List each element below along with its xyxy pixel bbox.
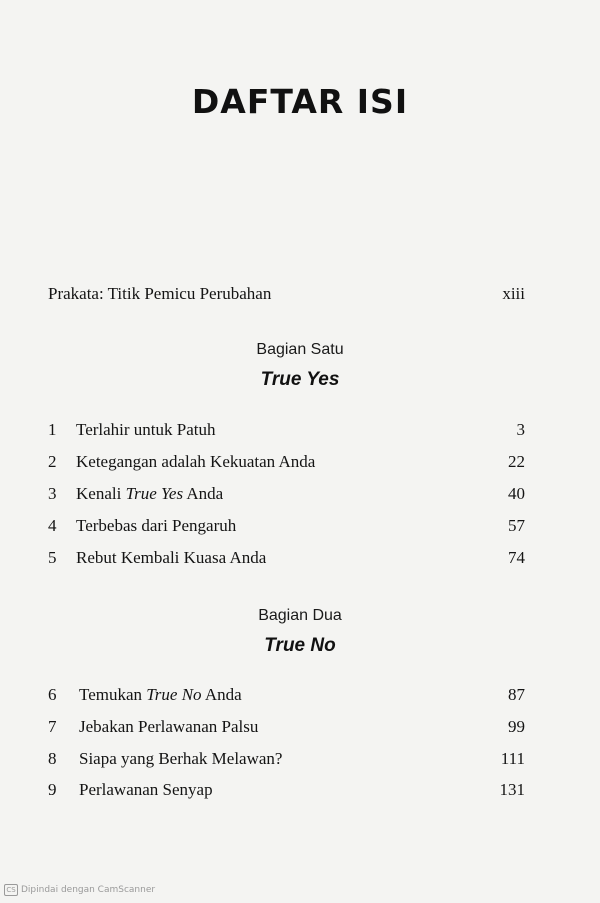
chapter-row-4	[0, 513, 600, 539]
chapter-page: 87	[508, 685, 525, 704]
chapter-number: 8	[48, 749, 57, 768]
chapter-title: Jebakan Perlawanan Palsu	[79, 717, 259, 736]
chapter-number: 9	[48, 780, 57, 799]
chapter-row-2	[0, 449, 600, 475]
chapter-title: Terlahir untuk Patuh	[76, 420, 216, 439]
chapter-title	[76, 484, 223, 504]
chapter-title-pre: Kenali	[76, 484, 126, 503]
part-1-label: Bagian Satu	[256, 341, 344, 358]
page-title: DAFTAR ISI	[191, 82, 409, 121]
chapter-title: Ketegangan adalah Kekuatan Anda	[76, 452, 316, 471]
chapter-title-emphasis: True No	[146, 685, 202, 704]
chapter-title	[79, 685, 242, 705]
preface-row	[0, 281, 600, 307]
chapter-title: Perlawanan Senyap	[79, 780, 213, 799]
scanner-watermark	[4, 884, 155, 896]
part-2-label: Bagian Dua	[258, 607, 342, 624]
chapter-title: Rebut Kembali Kuasa Anda	[76, 548, 267, 567]
chapter-number: 6	[48, 685, 57, 704]
chapter-page: 111	[500, 749, 525, 768]
chapter-number: 1	[48, 420, 57, 439]
chapter-number: 5	[48, 548, 57, 567]
preface-label: Prakata: Titik Pemicu Perubahan	[48, 284, 272, 303]
chapter-page: 57	[508, 516, 525, 535]
chapter-row-8	[0, 746, 600, 772]
chapter-number: 2	[48, 452, 57, 471]
camscanner-logo-icon: CS	[4, 884, 18, 896]
chapter-row-3	[0, 481, 600, 507]
chapter-number: 4	[48, 516, 57, 535]
chapter-page: 3	[516, 420, 525, 439]
chapter-page: 131	[499, 780, 525, 799]
chapter-title-post: Anda	[201, 685, 242, 704]
chapter-page: 74	[508, 548, 525, 567]
chapter-row-9	[0, 777, 600, 803]
chapter-row-1	[0, 417, 600, 443]
chapter-page: 99	[508, 717, 525, 736]
chapter-title: Siapa yang Berhak Melawan?	[79, 749, 283, 768]
chapter-title-post: Anda	[183, 484, 224, 503]
watermark-text: Dipindai dengan CamScanner	[21, 885, 156, 895]
part-2-title: True No	[264, 635, 336, 656]
chapter-page: 22	[508, 452, 525, 471]
preface-page: xiii	[502, 284, 525, 303]
chapter-page: 40	[508, 484, 525, 503]
chapter-number: 7	[48, 717, 57, 736]
chapter-row-5	[0, 545, 600, 571]
chapter-row-6	[0, 682, 600, 708]
chapter-title-emphasis: True Yes	[125, 484, 184, 503]
chapter-title-pre: Temukan	[79, 685, 147, 704]
chapter-row-7	[0, 714, 600, 740]
part-1-title: True Yes	[260, 369, 340, 390]
chapter-title: Terbebas dari Pengaruh	[76, 516, 237, 535]
chapter-number: 3	[48, 484, 57, 503]
